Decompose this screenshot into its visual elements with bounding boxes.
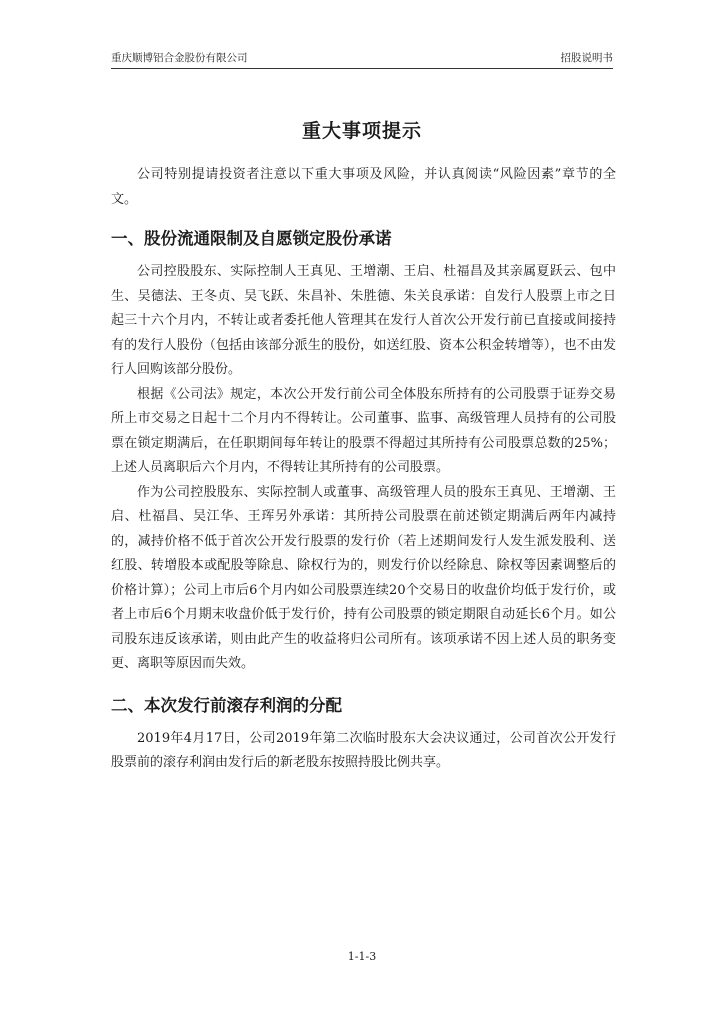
page-header [111, 50, 613, 69]
paragraph-retained-profit-distribution: 2019年4月17日，公司2019年第二次临时股东大会决议通过，公司首次公开发行股票前的滚存利润由发行后的新老股东按照持股比例共享。 [111, 730, 616, 770]
intro-paragraph: 公司特别提请投资者注意以下重大事项及风险，并认真阅读“风险因素”章节的全文。 [111, 167, 616, 207]
page-title: 重大事项提示 [301, 120, 422, 142]
header-document-type: 招股说明书 [560, 52, 613, 64]
document-body [111, 163, 616, 776]
paragraph-reduction-commitment: 作为公司控股股东、实际控制人或董事、高级管理人员的股东王真见、王增潮、王启、杜福昌、吴江华、王珲另外承诺：其所持公司股票在前述锁定期满后两年内减持的，减持价格不低于首次公开发行股票的发行价（若上述期间发行人发生派发股利、送红股、转增股本或配股等除息、除权行为的，则发行价以经除息、除权等因素调整后的价格计算）；公司上市后6个月内如公司股票连续20个交易日的收盘价均低于发行价，或者上市后6个月期末收盘价低于发行价，持有公司股票的锁定期限自动延长6个月。如公司股东违反该承诺，则由此产生的收益将归公司所有。该项承诺不因上述人员的职务变更、离职等原因而失效。 [111, 484, 616, 671]
paragraph-company-law-restriction: 根据《公司法》规定，本次公开发行前公司全体股东所持有的公司股票于证券交易所上市交易之日起十二个月内不得转让。公司董事、监事、高级管理人员持有的公司股票在锁定期满后，在任职期间每年转让的股票不得超过其所持有公司股票总数的25%；上述人员离职后六个月内，不得转让其所持有的公司股票。 [111, 386, 616, 475]
paragraph-controlling-shareholder-commitment: 公司控股股东、实际控制人王真见、王增潮、王启、杜福昌及其亲属夏跃云、包中生、吴德法、王冬贞、吴飞跃、朱昌补、朱胜德、朱关良承诺：自发行人股票上市之日起三十六个月内，不转让或者委托他人管理其在发行人首次公开发行前已直接或间接持有的发行人股份（包括由该部分派生的股份，如送红股、资本公积金转增等），也不由发行人回购该部分股份。 [111, 264, 616, 377]
page-number: 1-1-3 [347, 950, 377, 963]
header-company-name: 重庆顺博铝合金股份有限公司 [111, 52, 248, 64]
section-heading-share-lockup: 一、股份流通限制及自愿锁定股份承诺 [111, 229, 392, 248]
section-heading-retained-profit: 二、本次发行前滚存利润的分配 [111, 695, 342, 715]
